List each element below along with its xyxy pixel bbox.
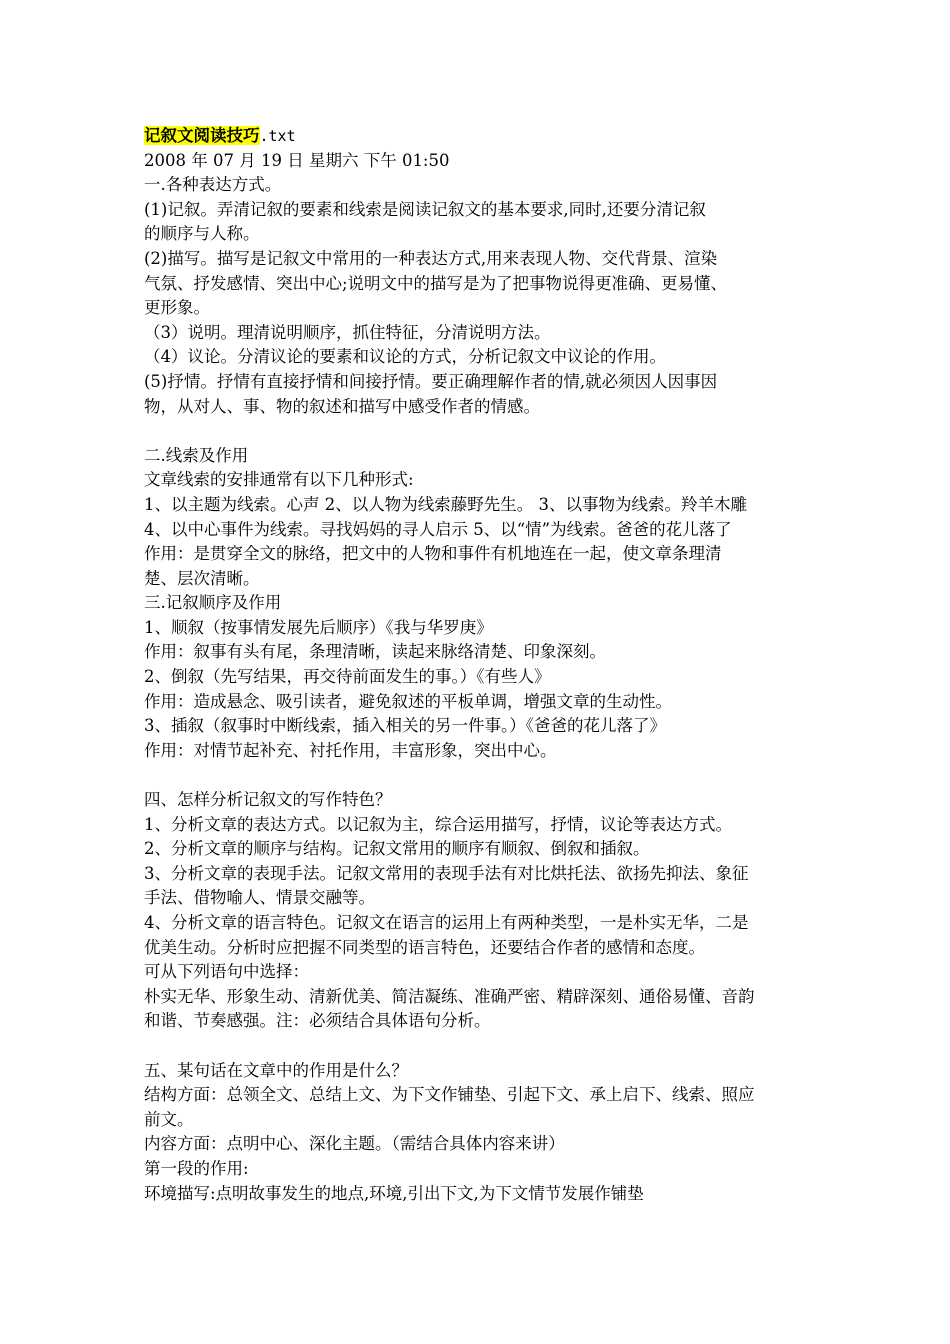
text-line: 4、分析文章的语言特色。记叙文在语言的运用上有两种类型，一是朴实无华，二是 (144, 913, 749, 932)
text-line: 更形象。 (144, 298, 210, 318)
text-line: 1、顺叙（按事情发展先后顺序）《我与华罗庚》 (144, 617, 493, 637)
text-line: 3、分析文章的表现手法。记叙文常用的表现手法有对比烘托法、欲扬先抑法、象征 (144, 863, 749, 883)
text-line: 可从下列语句中选择： (144, 962, 309, 982)
text-line: 作用：对情节起补充、衬托作用，丰富形象，突出中心。 (144, 740, 557, 760)
text-line: (5)抒情。抒情有直接抒情和间接抒情。要正确理解作者的情,就必须因人因事因 (144, 371, 718, 391)
text-line: 文章线索的安排通常有以下几种形式: (144, 470, 414, 490)
blank-line (144, 1034, 816, 1059)
text-line: 和谐、节奏感强。注：必须结合具体语句分析。 (144, 1011, 491, 1031)
text-line: 前文。 (144, 1109, 194, 1129)
text-line: 4、以中心事件为线索。寻找妈妈的寻人启示 5、以“情”为线索。爸爸的花儿落了 (144, 519, 732, 539)
text-line: (1)记叙。弄清记叙的要素和线索是阅读记叙文的基本要求,同时,还要分清记叙 (144, 199, 706, 219)
text-line: 优美生动。分析时应把握不同类型的语言特色，还要结合作者的感情和态度。 (144, 937, 705, 957)
text-line: 作用：造成悬念、吸引读者，避免叙述的平板单调，增强文章的生动性。 (144, 691, 672, 711)
document-body (144, 173, 816, 1206)
document-datetime: 2008 年 07 月 19 日 星期六 下午 01:50 (144, 150, 450, 170)
text-line: 四、怎样分析记叙文的写作特色？ (144, 790, 392, 810)
text-line: 二.线索及作用 (144, 445, 249, 465)
blank-line (144, 763, 816, 788)
text-line: 1、分析文章的表达方式。以记叙为主，综合运用描写，抒情，议论等表达方式。 (144, 814, 732, 834)
document-title: 记叙文阅读技巧 (144, 126, 260, 145)
text-line: 三.记叙顺序及作用 (144, 593, 282, 613)
text-line: 作用：叙事有头有尾，条理清晰，读起来脉络清楚、印象深刻。 (144, 642, 606, 662)
text-line: （4）议论。分清议论的要素和议论的方式，分析记叙文中议论的作用。 (144, 347, 666, 367)
document-title-line (144, 124, 816, 149)
text-line: 2、倒叙（先写结果，再交待前面发生的事。）《有些人》 (144, 667, 551, 687)
text-line: 内容方面：点明中心、深化主题。（需结合具体内容来讲） (144, 1134, 565, 1154)
text-line: 作用：是贯穿全文的脉络，把文中的人物和事件有机地连在一起，使文章条理清 (144, 544, 722, 564)
text-line: (2)描写。描写是记叙文中常用的一种表达方式,用来表现人物、交代背景、渲染 (144, 248, 718, 268)
text-line: 第一段的作用: (144, 1158, 249, 1178)
document-page (144, 124, 816, 1206)
text-line: 的顺序与人称。 (144, 224, 260, 244)
text-line: 结构方面：总领全文、总结上文、为下文作铺垫、引起下文、承上启下、线索、照应 (144, 1085, 755, 1105)
text-line: （3）说明。理清说明顺序，抓住特征，分清说明方法。 (144, 322, 551, 342)
blank-line (144, 419, 816, 444)
text-line: 一.各种表达方式。 (144, 175, 282, 195)
text-line: 朴实无华、形象生动、清新优美、简洁凝练、准确严密、精辟深刻、通俗易懂、音韵 (144, 986, 755, 1006)
text-line: 2、分析文章的顺序与结构。记叙文常用的顺序有顺叙、倒叙和插叙。 (144, 839, 650, 859)
text-line: 3、插叙（叙事时中断线索，插入相关的另一件事。）《爸爸的花儿落了》 (144, 716, 666, 736)
text-line: 1、以主题为线索。心声 2、以人物为线索藤野先生。 3、以事物为线索。羚羊木雕 (144, 494, 747, 514)
document-title-extension: .txt (259, 127, 296, 145)
text-line: 楚、层次清晰。 (144, 568, 260, 588)
text-line: 气氛、抒发感情、突出中心;说明文中的描写是为了把事物说得更准确、更易懂、 (144, 273, 728, 293)
text-line: 物，从对人、事、物的叙述和描写中感受作者的情感。 (144, 396, 540, 416)
text-line: 五、某句话在文章中的作用是什么？ (144, 1060, 408, 1080)
text-line: 手法、借物喻人、情景交融等。 (144, 888, 375, 908)
text-line: 环境描写:点明故事发生的地点,环境,引出下文,为下文情节发展作铺垫 (144, 1183, 644, 1203)
